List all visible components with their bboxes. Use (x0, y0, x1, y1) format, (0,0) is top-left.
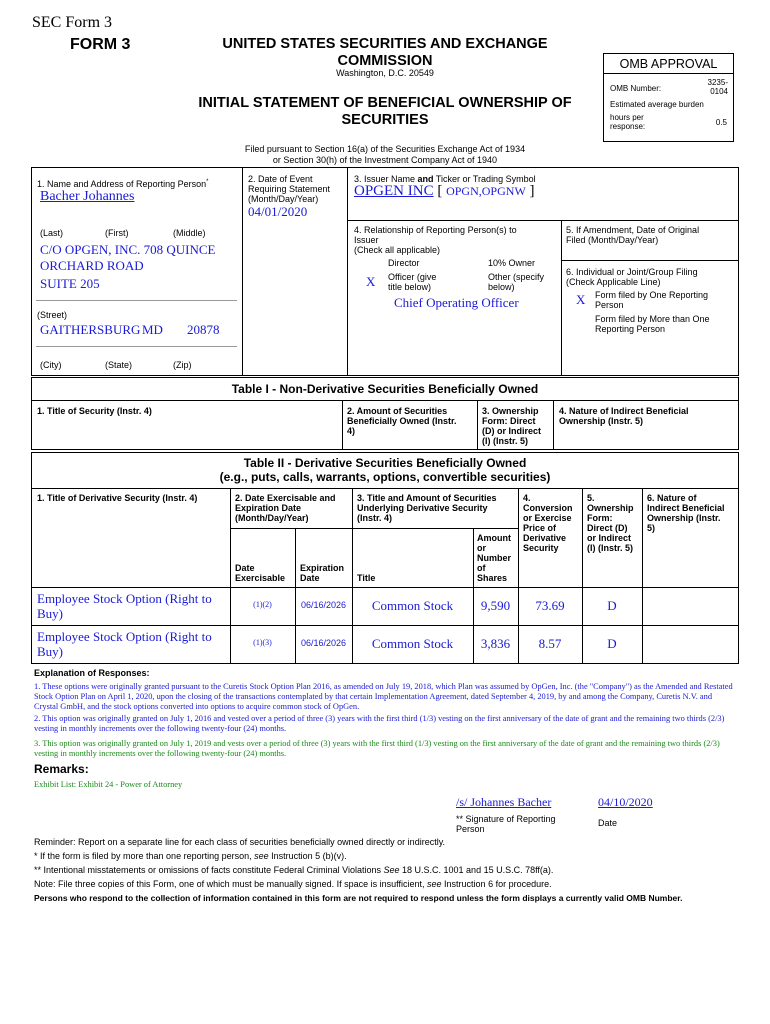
more-persons-option-2: Reporting Person (595, 324, 666, 334)
table1-col2-a: 2. Amount of Securities (347, 406, 448, 416)
box3-label-b: Ticker or Trading Symbol (433, 174, 536, 184)
note2-b: 18 U.S.C. 1001 and 15 U.S.C. 78ff(a). (399, 865, 554, 875)
agency-title (180, 36, 590, 70)
label-first: (First) (105, 228, 129, 238)
row2-exercisable-footnote: (1)(3) (253, 638, 272, 647)
sub-amount-3: Number (477, 553, 512, 563)
note1-a: * If the form is filed by more than one reporting person, (34, 851, 255, 861)
divider (31, 587, 739, 588)
one-person-option-2: Person (595, 300, 624, 310)
filed-line-2: or Section 30(h) of the Investment Company Act of 1940 (272, 155, 498, 165)
sub-amount-2: or (477, 543, 486, 553)
box5-label-2: Filed (Month/Day/Year) (566, 235, 659, 245)
sub-expiration-date-2: Date (300, 573, 320, 583)
omb-number-label: OMB Number: (610, 84, 662, 93)
sub-amount-4: of (477, 563, 486, 573)
filed-line-1: Filed pursuant to Section 16(a) of the Securities Exchange Act of 1934 (244, 144, 526, 154)
officer-option (388, 272, 436, 292)
table2-col2 (235, 493, 336, 523)
ten-percent-owner-option: 10% Owner (488, 258, 536, 268)
form-title-line-2: SECURITIES (341, 112, 429, 128)
omb-title: OMB APPROVAL (604, 54, 733, 74)
table2-col4-d: Price of (523, 523, 557, 533)
signature-value: /s/ Johannes Bacher (456, 795, 552, 809)
label-zip: (Zip) (173, 360, 192, 370)
table2-title (31, 456, 739, 484)
divider (36, 300, 237, 301)
box1-label (37, 177, 208, 189)
note3-a: Note: File three copies of this Form, one of which must be manually signed. If space is insufficient, (34, 879, 428, 889)
table2-col5 (587, 493, 634, 553)
table2-col4-e: Derivative (523, 533, 567, 543)
table2-title-1: Table II - Derivative Securities Beneficially Owned (243, 456, 527, 470)
note3-see: see (427, 879, 442, 889)
note2-a: ** Intentional misstatements or omissions of facts constitute Federal Criminal Violations (34, 865, 384, 875)
table2-col4 (523, 493, 573, 553)
footnote-2: 2. This option was originally granted on July 1, 2016 and vested over a period of three (3) years with the first third (1/3) vesting on the first anniversary of the date of grant and the remaining two thirds (2/3) vesting in monthly increments over the following twenty-four (24) months. (34, 714, 725, 733)
table1-col3-b: Form: Direct (482, 416, 536, 426)
note2-see: See (383, 865, 400, 875)
other-option-2: below) (488, 282, 515, 292)
box5-label (566, 225, 699, 245)
label-middle: (Middle) (173, 228, 206, 238)
reporting-address (40, 242, 216, 274)
divider (31, 400, 739, 401)
address-line-2: ORCHARD ROAD (40, 258, 144, 273)
sub-title: Title (357, 573, 376, 583)
table2-col4-b: Conversion (523, 503, 573, 513)
form-title (180, 95, 590, 129)
box1-star: * (206, 179, 209, 185)
sub-amount-5: Shares (477, 573, 508, 583)
row1-title-2: Buy) (37, 606, 63, 621)
table2-col5-e: or Indirect (587, 533, 632, 543)
row2-price: 8.57 (538, 636, 562, 651)
sub-amount (477, 533, 511, 583)
signature-date: 04/10/2020 (598, 795, 653, 809)
omb-hours-label (610, 113, 645, 131)
agency-line-1: UNITED STATES SECURITIES AND EXCHANGE (222, 36, 548, 52)
bracket-open: [ (437, 183, 443, 199)
form-label: FORM 3 (70, 36, 131, 53)
remarks-text: Exhibit List: Exhibit 24 - Power of Attorney (34, 780, 183, 789)
table1-col4-a: 4. Nature of Indirect Beneficial (559, 406, 689, 416)
label-last: (Last) (40, 228, 64, 238)
box4-label-1: 4. Relationship of Reporting Person(s) to (354, 225, 517, 235)
issuer-line (354, 183, 535, 200)
state-value: MD (142, 322, 163, 337)
table2-col3-b: Underlying Derivative Security (357, 503, 488, 513)
label-state: (State) (105, 360, 133, 370)
note-misstatements (34, 865, 553, 875)
row1-price: 73.69 (535, 598, 565, 613)
bracket-close: ] (529, 183, 535, 199)
note1-b: Instruction 5 (b)(v). (268, 851, 347, 861)
table2-col5-d: Direct (D) (587, 523, 628, 533)
omb-number-value-1: 3235- (707, 78, 728, 87)
table2-col5-f: (I) (Instr. 5) (587, 543, 634, 553)
table2-col6 (647, 493, 725, 533)
table-row (37, 629, 212, 659)
box6-label (566, 267, 698, 287)
table2-col5-c: Form: (587, 513, 613, 523)
divider (553, 400, 554, 450)
signature-label-1: ** Signature of Reporting (456, 814, 556, 824)
table2-col3-c: (Instr. 4) (357, 513, 393, 523)
remarks-heading: Remarks: (34, 762, 89, 776)
row2-amount: 3,836 (480, 636, 511, 651)
sub-date-exercisable (235, 563, 285, 583)
sub-amount-1: Amount (477, 533, 511, 543)
table1-col1: 1. Title of Security (Instr. 4) (37, 406, 152, 416)
box1-label-text: 1. Name and Address of Reporting Person (37, 179, 207, 189)
table1-col3-c: (D) or Indirect (482, 426, 542, 436)
omb-burden-label: Estimated average burden (610, 100, 704, 109)
divider (31, 625, 739, 626)
omb-hours-value: 0.5 (715, 118, 727, 127)
divider (347, 167, 348, 376)
row1-title-1: Employee Stock Option (Right to (37, 591, 212, 606)
director-option: Director (388, 258, 420, 268)
table-row (37, 591, 212, 621)
form-title-line-1: INITIAL STATEMENT OF BENEFICIAL OWNERSHIP OF (198, 95, 572, 111)
label-city: (City) (40, 360, 62, 370)
footnote-3: 3. This option was originally granted on July 1, 2019 and vests over a period of three (3) years with the first third (1/3) vesting on the first anniversary of the date of grant and the remaining two thirds (2/3) vesting in monthly increments over the following twenty-four (24) months. (34, 739, 720, 758)
table2-col6-c: Ownership (Instr. (647, 513, 721, 523)
table2-col5-b: Ownership (587, 503, 634, 513)
sub-date-exercisable-1: Date (235, 563, 255, 573)
signature-label (456, 814, 556, 834)
divider (230, 528, 518, 529)
reporting-person-name-link[interactable]: Bacher Johannes (40, 189, 135, 204)
row2-title-2: Buy) (37, 644, 63, 659)
table2-col5-a: 5. (587, 493, 595, 503)
omb-approval-box (603, 53, 734, 142)
row1-underlying-title: Common Stock (371, 598, 454, 613)
table1-col3-a: 3. Ownership (482, 406, 539, 416)
label-street: (Street) (37, 310, 68, 320)
note-more-persons (34, 851, 347, 861)
explanation-heading: Explanation of Responses: (34, 668, 150, 678)
table1-col3 (482, 406, 541, 446)
omb-hours-label-2: response: (610, 122, 646, 131)
row2-title-1: Employee Stock Option (Right to (37, 629, 212, 644)
zip-value: 20878 (187, 322, 220, 337)
table1-title: Table I - Non-Derivative Securities Beneficially Owned (231, 382, 539, 396)
box4-label-3: (Check all applicable) (354, 245, 441, 255)
persons-respond-notice: Persons who respond to the collection of information contained in this form are not required to respond unless the form displays a currently valid OMB Number. (34, 893, 683, 903)
row1-expiration: 06/16/2026 (300, 600, 347, 610)
table1-col3-d: (I) (Instr. 5) (482, 436, 529, 446)
row1-amount: 9,590 (480, 598, 511, 613)
row2-expiration: 06/16/2026 (300, 638, 347, 648)
table2-col1: 1. Title of Derivative Security (Instr. 4) (37, 493, 198, 503)
table2-title-2: (e.g., puts, calls, warrants, options, convertible securities) (219, 470, 551, 484)
issuer-name-link[interactable]: OPGEN INC (354, 183, 434, 199)
more-persons-option-1: Form filed by More than One (595, 314, 710, 324)
sub-date-exercisable-2: Exercisable (235, 573, 286, 583)
table2-col2-b: Expiration Date (235, 503, 302, 513)
omb-number-value (708, 78, 728, 96)
box5-label-1: 5. If Amendment, Date of Original (566, 225, 700, 235)
footnote-1: 1. These options were originally granted pursuant to the Curetis Stock Option Plan 2016, as amended on July 19, 2018, which Plan was assumed by OpGen, Inc. (the "Company") as the Amended and Restated Stock Option Plan on April 1, 2020, upon the closing of the transactions contemplated by that certain Implementation Agreement, dated September 4, 2019, by and among the Company, Curetis N.V. and Crystal GmbH, and the stock options converted into options to acquire common stock of OpGen. (34, 682, 733, 711)
agency-location: Washington, D.C. 20549 (336, 68, 434, 78)
table2-col2-a: 2. Date Exercisable and (235, 493, 336, 503)
sub-expiration-date (300, 563, 344, 583)
table2-col4-f: Security (523, 543, 559, 553)
divider (31, 488, 739, 489)
table2-col4-a: 4. (523, 493, 531, 503)
row1-ownership-form: D (607, 598, 617, 613)
box3-label-and: and (417, 174, 434, 184)
row2-ownership-form: D (607, 636, 617, 651)
filed-pursuant (180, 144, 590, 166)
row1-exercisable-footnote: (1)(2) (253, 600, 272, 609)
city-value: GAITHERSBURG (40, 322, 141, 337)
ticker-symbol: OPGN,OPGNW (446, 184, 526, 198)
row2-underlying-title: Common Stock (371, 636, 454, 651)
box2-label-1: 2. Date of Event (248, 174, 313, 184)
date-label: Date (598, 818, 618, 828)
divider (561, 260, 739, 261)
table2-col6-a: 6. Nature of (647, 493, 697, 503)
sub-expiration-date-1: Expiration (300, 563, 345, 573)
officer-option-2: title below) (388, 282, 432, 292)
box6-label-1: 6. Individual or Joint/Group Filing (566, 267, 698, 277)
divider (477, 400, 478, 450)
officer-check-mark: X (366, 274, 376, 289)
address-line-3: SUITE 205 (40, 276, 100, 291)
event-date: 04/01/2020 (248, 204, 308, 219)
table2-col2-c: (Month/Day/Year) (235, 513, 309, 523)
box2-label-2: Requiring Statement (248, 184, 331, 194)
one-person-check-mark: X (576, 292, 586, 307)
box3-label-a: 3. Issuer Name (354, 174, 418, 184)
table2-col3 (357, 493, 497, 523)
note1-see: see (254, 851, 269, 861)
note-copies (34, 879, 552, 889)
divider (242, 167, 243, 376)
divider (561, 220, 562, 376)
table1-col2 (347, 406, 457, 436)
box2-label-3: (Month/Day/Year) (248, 194, 319, 204)
more-persons-option (595, 314, 710, 334)
box4-label-2: Issuer (354, 235, 379, 245)
officer-title: Chief Operating Officer (394, 295, 519, 310)
box2-label (248, 174, 330, 204)
sec-form-label: SEC Form 3 (32, 14, 113, 31)
reminder-text: Reminder: Report on a separate line for each class of securities beneficially owned directly or indirectly. (34, 837, 446, 847)
box6-label-2: (Check Applicable Line) (566, 277, 661, 287)
table2-col4-c: or Exercise (523, 513, 572, 523)
officer-option-1: Officer (give (388, 272, 437, 282)
divider (642, 488, 643, 664)
omb-hours-label-1: hours per (610, 113, 644, 122)
table1-col4 (559, 406, 689, 426)
table2-col6-d: 5) (647, 523, 656, 533)
table2-col6-b: Indirect Beneficial (647, 503, 725, 513)
table2-col3-a: 3. Title and Amount of Securities (357, 493, 497, 503)
signature-label-2: Person (456, 824, 485, 834)
divider (347, 220, 739, 221)
table1-col4-b: Ownership (Instr. 5) (559, 416, 644, 426)
agency-line-2: COMMISSION (337, 53, 433, 69)
other-option-1: Other (specify (488, 272, 545, 282)
address-line-1: C/O OPGEN, INC. 708 QUINCE (40, 242, 216, 257)
omb-number-value-2: 0104 (710, 87, 728, 96)
divider (342, 400, 343, 450)
divider (36, 346, 237, 347)
one-person-option (595, 290, 708, 310)
box4-label (354, 225, 517, 255)
table1-col2-c: 4) (347, 426, 356, 436)
other-option (488, 272, 544, 292)
note3-b: Instruction 6 for procedure. (441, 879, 552, 889)
one-person-option-1: Form filed by One Reporting (595, 290, 709, 300)
table1-col2-b: Beneficially Owned (Instr. (347, 416, 457, 426)
